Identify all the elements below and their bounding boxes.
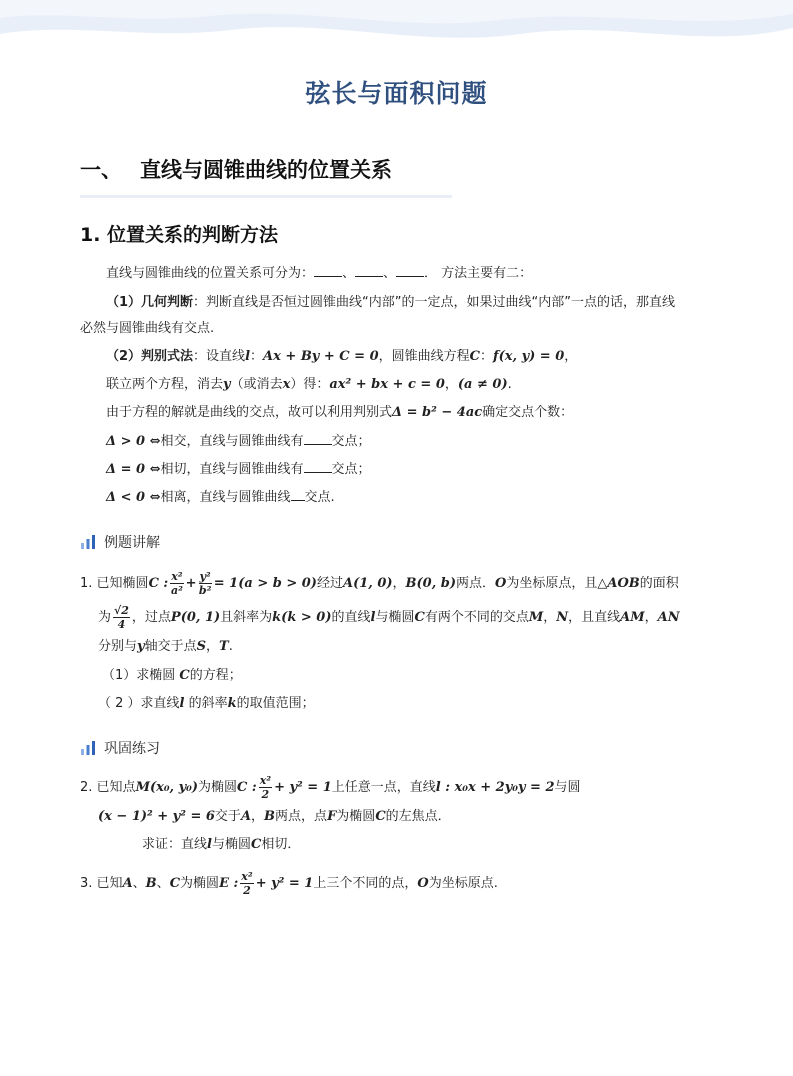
text: 由于方程的解就是曲线的交点，故可以利用判别式 <box>106 405 393 420</box>
text: 交于 <box>214 809 241 824</box>
text: 相离，直线与圆锥曲线 <box>160 490 291 505</box>
text: 、 <box>383 266 397 281</box>
question-number: 3. <box>80 876 93 891</box>
text: 为 <box>98 610 112 625</box>
text: 轴交于点 <box>144 639 197 654</box>
text: 与圆 <box>554 780 581 795</box>
math: AM <box>620 610 645 625</box>
text: 联立两个方程，消去 <box>106 377 224 392</box>
text: 且斜率为 <box>220 610 273 625</box>
text: ， <box>251 809 265 824</box>
fraction <box>199 570 212 597</box>
math: T <box>219 639 229 654</box>
math: A <box>240 809 252 824</box>
text: ： <box>250 349 264 364</box>
q1-part2 <box>98 695 315 713</box>
text: 、 <box>342 266 356 281</box>
case-intersect <box>106 432 371 451</box>
q2-line2 <box>98 808 451 826</box>
denominator: a² <box>170 584 183 597</box>
math: = 1(a > b > 0) <box>213 576 317 591</box>
math: B(0, b) <box>405 576 457 591</box>
text: 直线与圆锥曲线的位置关系可分为： <box>106 266 315 281</box>
text: ， <box>543 610 557 625</box>
q2-line3 <box>142 836 300 854</box>
math: O <box>495 576 507 591</box>
text: ，过点 <box>131 610 171 625</box>
q1-line1 <box>80 570 679 597</box>
text: 已知椭圆 <box>96 576 149 591</box>
blank <box>396 264 424 277</box>
q1-part1 <box>102 667 242 685</box>
text: 的取值范围； <box>236 696 315 711</box>
text: 有两个不同的交点 <box>424 610 529 625</box>
math: O <box>417 876 429 891</box>
math: y <box>137 639 145 654</box>
section-number: 一、 <box>80 158 122 182</box>
text: 经过 <box>316 576 343 591</box>
bar-chart-icon <box>80 741 96 755</box>
section-heading <box>80 154 392 184</box>
method2-line <box>106 348 577 366</box>
text: 已知点 <box>96 780 136 795</box>
text: ， <box>392 576 406 591</box>
intro-line <box>106 264 532 283</box>
math: B <box>264 809 276 824</box>
math: Δ > 0 ⇔ <box>106 434 161 449</box>
math: E : <box>219 876 239 891</box>
math: M <box>528 610 544 625</box>
numerator: x² <box>241 870 253 883</box>
method1-cont: 必然与圆锥曲线有交点. <box>80 321 215 336</box>
denominator: 4 <box>117 618 126 631</box>
q1-line2 <box>98 604 680 631</box>
section-text: 直线与圆锥曲线的位置关系 <box>140 158 392 182</box>
text: （或消去 <box>230 377 283 392</box>
math: N <box>556 610 569 625</box>
text: 上任意一点，直线 <box>331 780 436 795</box>
math: S <box>196 639 206 654</box>
math: k <box>227 696 237 711</box>
practice-heading-text: 巩固练习 <box>104 741 160 757</box>
text: 为坐标原点，且 <box>506 576 598 591</box>
math: A(1, 0) <box>342 576 393 591</box>
fraction <box>170 570 183 597</box>
text: ：判断直线是否恒过圆锥曲线“内部”的一定点，如果过曲线“内部”一点的话，那直线 <box>193 295 675 310</box>
math: x <box>282 377 291 392</box>
math: l <box>207 837 212 852</box>
text: ， <box>564 349 578 364</box>
text: ：设直线 <box>193 349 246 364</box>
text: 求证：直线 <box>142 837 208 852</box>
question-number: 2. <box>80 780 93 795</box>
text: 相交，直线与圆锥曲线有 <box>160 434 304 449</box>
subsection-heading: 1. 位置关系的判断方法 <box>80 224 279 246</box>
math: B <box>145 876 157 891</box>
case-tangent <box>106 460 371 479</box>
text: ， <box>444 377 458 392</box>
math: P(0, 1) <box>170 610 221 625</box>
text: ，且直线 <box>568 610 621 625</box>
practice-heading <box>80 738 160 758</box>
text: （1）求椭圆 <box>102 668 180 683</box>
math: Δ = 0 ⇔ <box>106 462 161 477</box>
math: f(x, y) = 0 <box>493 349 565 364</box>
math: C <box>469 349 481 364</box>
math: (a ≠ 0) <box>457 377 508 392</box>
combine-line <box>106 376 512 394</box>
text: . <box>228 639 233 654</box>
numerator: x² <box>171 570 183 583</box>
page-title: 弦长与面积问题 <box>305 79 488 108</box>
math: Δ = b² − 4ac <box>392 405 483 420</box>
text: 交点； <box>331 434 371 449</box>
math: △AOB <box>597 576 640 591</box>
math: (x − 1)² + y² = 6 <box>98 809 215 824</box>
math: C <box>414 610 425 625</box>
math: C <box>169 876 181 891</box>
text: 确定交点个数： <box>482 405 574 420</box>
text: 为椭圆 <box>180 876 220 891</box>
fraction <box>259 774 272 801</box>
blank <box>304 432 332 445</box>
text: 相切． <box>261 837 301 852</box>
math: M(x₀, y₀) <box>135 780 198 795</box>
text: 的方程； <box>189 668 242 683</box>
math: Ax + By + C = 0 <box>263 349 379 364</box>
fraction <box>113 604 130 631</box>
text: 为椭圆 <box>336 809 376 824</box>
method1-line <box>106 294 675 312</box>
math: F <box>327 809 337 824</box>
numerator: √2 <box>114 604 129 617</box>
math: C <box>375 809 386 824</box>
numerator: x² <box>259 774 272 787</box>
text: 、 <box>132 876 146 891</box>
text: 的面积 <box>639 576 679 591</box>
math: y <box>223 377 231 392</box>
blank <box>314 264 342 277</box>
text: 两点． <box>456 576 496 591</box>
text: 的斜率 <box>184 696 228 711</box>
math: + y² = 1 <box>274 780 332 795</box>
math: AN <box>657 610 680 625</box>
text: 的左焦点． <box>385 809 451 824</box>
q1-line3 <box>98 638 233 656</box>
math: A <box>122 876 133 891</box>
text: ． 方法主要有二： <box>424 266 533 281</box>
text: ： <box>480 349 494 364</box>
text: 与椭圆 <box>375 610 415 625</box>
text: 、 <box>156 876 170 891</box>
examples-heading <box>80 532 160 552</box>
math: C : <box>148 576 169 591</box>
text: 交点； <box>331 462 371 477</box>
text: ， <box>205 639 219 654</box>
text: 交点. <box>304 490 335 505</box>
denominator: 2 <box>261 788 270 801</box>
bar-chart-icon <box>80 535 96 549</box>
math: l <box>245 349 251 364</box>
denominator: b² <box>198 584 212 597</box>
math: Δ < 0 ⇔ <box>106 490 161 505</box>
fraction <box>240 870 253 897</box>
method1-label: （1）几何判断 <box>106 295 194 310</box>
math: C <box>250 837 262 852</box>
math: l <box>179 696 185 711</box>
math: l : x₀x + 2y₀y = 2 <box>435 780 555 795</box>
section-underline <box>80 195 452 198</box>
text: 相切，直线与圆锥曲线有 <box>160 462 304 477</box>
text: 两点，点 <box>275 809 328 824</box>
case-separate <box>106 488 335 507</box>
math: C <box>179 668 190 683</box>
blank <box>291 488 305 501</box>
method2-label: （2）判别式法 <box>106 349 194 364</box>
text: 为椭圆 <box>198 780 238 795</box>
denominator: 2 <box>243 884 251 897</box>
math: ax² + bx + c = 0 <box>329 377 445 392</box>
text: ）得： <box>290 377 330 392</box>
math: l <box>370 610 376 625</box>
text: 已知 <box>96 876 123 891</box>
blank <box>355 264 383 277</box>
numerator: y² <box>199 570 211 583</box>
text: ，圆锥曲线方程 <box>378 349 470 364</box>
blank <box>304 460 332 473</box>
text: 为坐标原点. <box>428 876 498 891</box>
header-wave-decoration <box>0 0 793 60</box>
q3-line1 <box>80 870 498 897</box>
math: + y² = 1 <box>255 876 314 891</box>
text: ， <box>644 610 658 625</box>
text: . <box>507 377 512 392</box>
q2-line1 <box>80 774 581 801</box>
text: （ 2 ）求直线 <box>98 696 180 711</box>
question-number: 1. <box>80 576 93 591</box>
math: + <box>185 576 197 591</box>
text: 与椭圆 <box>211 837 251 852</box>
math: k(k > 0) <box>272 610 332 625</box>
disc-line <box>106 404 573 422</box>
math: C : <box>237 780 257 795</box>
text: 分别与 <box>98 639 138 654</box>
examples-heading-text: 例题讲解 <box>104 535 160 551</box>
text: 上三个不同的点， <box>313 876 418 891</box>
text: 的直线 <box>331 610 371 625</box>
